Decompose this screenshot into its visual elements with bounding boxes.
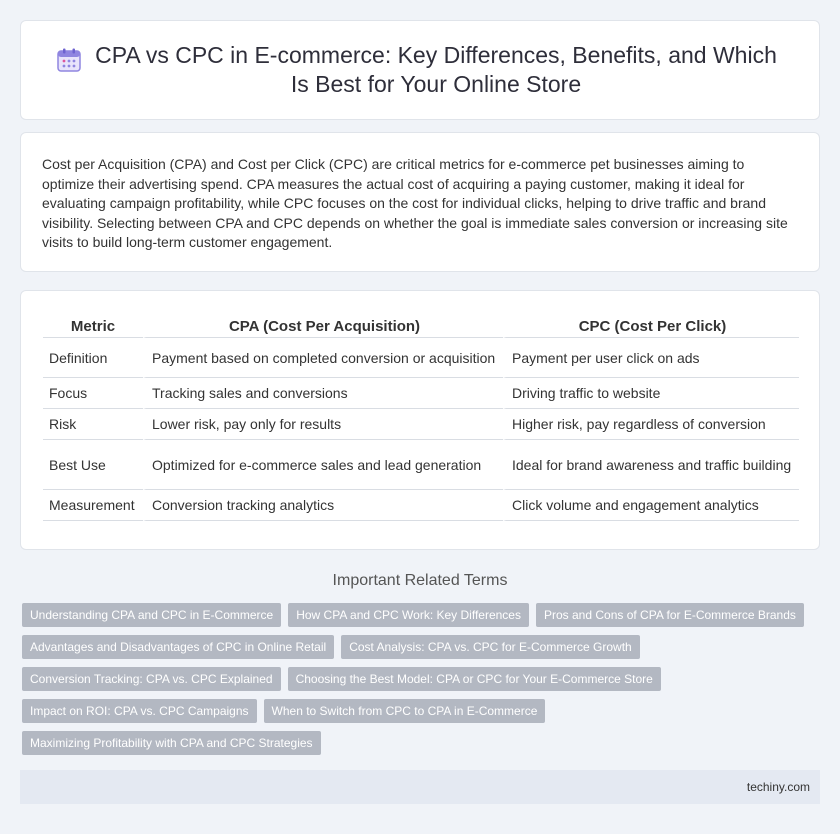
table-header-row — [43, 313, 799, 338]
page-title-line1: CPA vs CPC in E-commerce: Key Differences, Benefits, and Which — [95, 42, 777, 68]
column-header-cpa: CPA (Cost Per Acquisition) — [143, 313, 503, 338]
table-row — [43, 409, 799, 440]
related-term-tag[interactable]: Advantages and Disadvantages of CPC in Online Retail — [22, 635, 334, 659]
table-cell-cpc: Higher risk, pay regardless of conversion — [503, 409, 799, 440]
related-term-tag[interactable]: Cost Analysis: CPA vs. CPC for E-Commerce Growth — [341, 635, 640, 659]
footer-site-link[interactable]: techiny.com — [746, 780, 810, 794]
related-term-tag[interactable]: Maximizing Profitability with CPA and CPC Strategies — [22, 731, 321, 755]
comparison-table — [43, 313, 799, 521]
related-term-tag[interactable]: Choosing the Best Model: CPA or CPC for Your E-Commerce Store — [288, 667, 661, 691]
related-term-tag[interactable]: Impact on ROI: CPA vs. CPC Campaigns — [22, 699, 257, 723]
comparison-table-card — [20, 290, 820, 550]
column-header-cpc: CPC (Cost Per Click) — [503, 313, 799, 338]
title-card — [20, 20, 820, 120]
table-row — [43, 378, 799, 409]
related-term-tag[interactable]: Understanding CPA and CPC in E-Commerce — [22, 603, 281, 627]
table-cell-metric: Measurement — [43, 490, 143, 521]
page-title-line2: Is Best for Your Online Store — [290, 71, 582, 97]
table-cell-cpc: Payment per user click on ads — [503, 338, 799, 378]
table-cell-metric: Definition — [43, 338, 143, 378]
related-term-tag[interactable]: When to Switch from CPC to CPA in E-Commerce — [264, 699, 546, 723]
table-cell-cpc: Click volume and engagement analytics — [503, 490, 799, 521]
table-cell-cpa: Payment based on completed conversion or acquisition — [143, 338, 503, 378]
table-cell-metric: Risk — [43, 409, 143, 440]
table-cell-cpc: Driving traffic to website — [503, 378, 799, 409]
table-row — [43, 338, 799, 378]
related-term-tag[interactable]: Conversion Tracking: CPA vs. CPC Explained — [22, 667, 281, 691]
related-term-tag[interactable]: How CPA and CPC Work: Key Differences — [288, 603, 529, 627]
intro-card — [20, 132, 820, 272]
calendar-icon — [56, 47, 82, 73]
table-row — [43, 440, 799, 490]
table-cell-cpa: Lower risk, pay only for results — [143, 409, 503, 440]
intro-paragraph: Cost per Acquisition (CPA) and Cost per Click (CPC) are critical metrics for e-commerce pet businesses aiming to optimize their advertising spend. CPA measures the actual cost of acquiring a paying customer, making it ideal for evaluating campaign profitability, while CPC focuses on the cost for individual clicks, helping to drive traffic and brand visibility. Selecting between CPA and CPC depends on whether the goal is immediate sales conversion or increasing site visits to build long-term customer engagement. — [42, 156, 788, 251]
table-cell-metric: Best Use — [43, 440, 143, 490]
table-row — [43, 490, 799, 521]
table-cell-cpa: Tracking sales and conversions — [143, 378, 503, 409]
related-terms-heading: Important Related Terms — [332, 572, 508, 589]
related-term-tag[interactable]: Pros and Cons of CPA for E-Commerce Brands — [536, 603, 804, 627]
table-cell-cpa: Conversion tracking analytics — [143, 490, 503, 521]
footer — [20, 770, 820, 804]
column-header-metric: Metric — [43, 313, 143, 338]
table-cell-cpc: Ideal for brand awareness and traffic building — [503, 440, 799, 490]
related-terms-list — [22, 603, 822, 763]
table-cell-cpa: Optimized for e-commerce sales and lead generation — [143, 440, 503, 490]
table-cell-metric: Focus — [43, 378, 143, 409]
page-title — [82, 41, 800, 99]
